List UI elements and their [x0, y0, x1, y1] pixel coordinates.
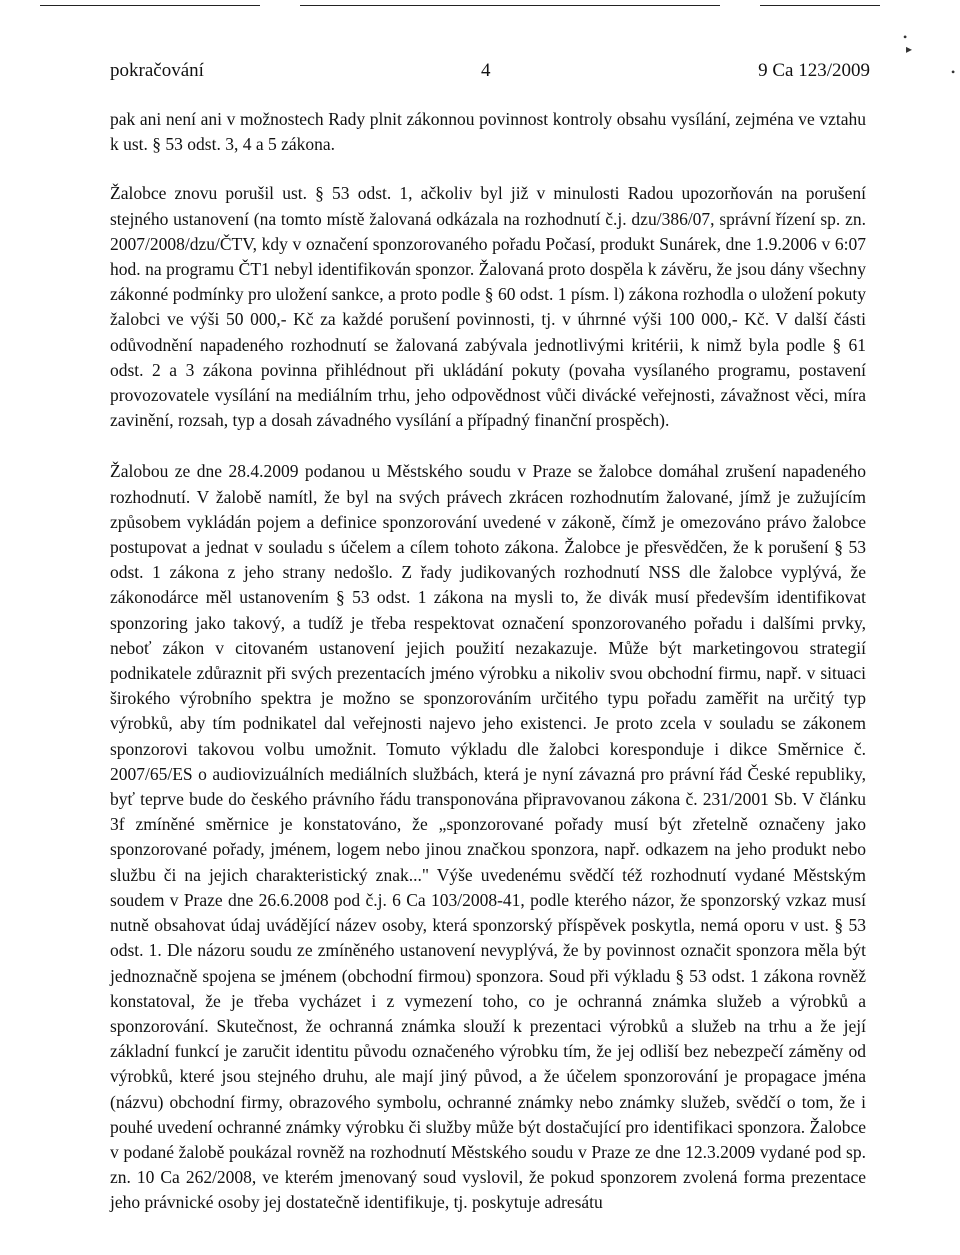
- top-rule-left: [40, 5, 260, 6]
- paragraph-repeat-violation: Žalobce znovu porušil ust. § 53 odst. 1, ačkoliv byl již v minulosti Radou upozorňován na porušení stejného ustanovení (na tomto místě žalovaná odkázala na rozhodnutí č.j. dzu/386/07, správní řízení sp. zn. 2007/2008/dzu/ČTV, kdy v označení sponzorovaného pořadu Počasí, produkt Sunárek, dne 1.9.2006 v 6:07 hod. na programu ČT1 nebyl identifikován sponzor. Žalovaná proto dospěla k závěru, že jsou dány všechny zákonné podmínky pro uložení sankce, a proto podle § 60 odst. 1 písm. l) zákona rozhodla o uložení pokuty žalobci ve výši 50 000,- Kč za každé porušení povinnosti, tj. v úhrnné výši 100 000,- Kč. V další části odůvodnění napadeného rozhodnutí se žalovaná zabývala jednotlivými kritérii, k nimž byla podle § 61 odst. 2 a 3 zákona povinna přihlédnout při ukládání pokuty (povaha vysílaného programu, postavení provozovatele vysílání na mediálním trhu, jeho odpovědnost vůči divácké veřejnosti, závažnost věci, míra zavinění, rozsah, typ a dosah závadného vysílání a případný finanční prospěch).: [110, 183, 866, 431]
- header-page-number: 4: [481, 60, 491, 81]
- header-continuation: pokračování: [110, 60, 204, 81]
- document-body: [110, 107, 866, 1216]
- scan-mark-2: ▸: [906, 42, 913, 56]
- scan-mark-3: •: [951, 65, 956, 79]
- top-rule-right: [760, 5, 880, 6]
- paragraph-lawsuit: Žalobou ze dne 28.4.2009 podanou u Městského soudu v Praze se žalobce domáhal zrušení napadeného rozhodnutí. V žalobě namítl, že byl na svých právech zkrácen rozhodnutím žalované, jímž je zužujícím způsobem vykládán pojem a definice sponzorování uvedené v zákoně, čímž je omezováno právo žalobce postupovat a jednat v souladu s účelem a cílem tohoto zákona. Žalobce je přesvědčen, že k porušení § 53 odst. 1 zákona z jeho strany nedošlo. Z řady judikovaných rozhodnutí NSS dle žalobce vyplývá, že zákonodárce měl ustanovením § 53 odst. 1 zákona na mysli to, že divák musí především identifikovat sponzoring jako takový, a tudíž je třeba respektovat označení sponzorovaného pořadu i dalšími prvky, neboť zákon v citovaném ustanovení jejich použití nezakazuje. Může být marketingovou strategií podnikatele zdůraznit při svých prezentacích jméno výrobku a nikoliv svou obchodní firmu, např. v situaci širokého výrobního spektra je možno se sponzorováním určitého typu pořadu zaměřit na určitý typ výrobků, aby tím podnikatel dal veřejnosti najevo jeho existenci. Je proto zcela v souladu se zákonem sponzorovi takovou volbu umožnit. Tomuto výkladu dle žalobci koresponduje i dikce Směrnice č. 2007/65/ES o audiovizuálních mediálních službách, která je nyní závazná pro právní řád České republiky, byť teprve bude do českého právního řádu transponována připravovanou zákona č. 231/2001 Sb. V článku 3f zmíněné směrnice je konstatováno, že „sponzorované pořady musí být zřetelně označeny jako sponzorované pořady, jménem, logem nebo jinou značkou sponzora, např. odkazem na jeho produkt nebo službu či na jejich charakteristický znak..." Výše uvedenému svědčí též rozhodnutí vydané Městským soudem v Praze dne 26.6.2008 pod č.j. 6 Ca 103/2008-41, podle kterého názor, že sponzorský vzkaz musí nutně obsahovat údaj uvádějící název osoby, která sponzorský příspěvek poskytla, nemá oporu v ust. § 53 odst. 1. Dle názoru soudu ze zmíněného ustanovení nevyplývá, že by povinnost označit sponzora měla být jednoznačně spojena se jménem (obchodní firmou) sponzora. Soud při výkladu § 53 odst. 1 zákona rovněž konstatoval, že je třeba vycházet i z vymezení toho, co je ochranná známka služeb a výrobků a sponzorování. Skutečnost, že ochranná známka slouží k prezentaci výrobků a služeb na trhu a že její základní funkcí je zaručit identitu původu označeného výrobku tím, že jej odliší bez nebezpečí záměny od výrobků, které jsou stejného druhu, ale mají jiný původ, a že účelem sponzorování je propagace jména (názvu) obchodní firmy, obrazového symbolu, ochranné známky nebo známky služeb, svědčí o tom, že i pouhé uvedení ochranné známky výrobku či služby může být dostačující pro identifikaci sponzora. Žalobce v podané žalobě poukázal rovněž na rozhodnutí Městského soudu v Praze ze dne 12.3.2009 vydané pod sp. zn. 10 Ca 262/2008, ve kterém jmenovaný soud vyslovil, že pokud sponzorem zvolená forma prezentace jeho právnické osoby jej dostatečně identifikuje, tj. poskytuje adresátu: [110, 461, 866, 1213]
- top-rule-middle: [300, 5, 720, 6]
- page-header: [110, 60, 870, 88]
- paragraph-continuation: pak ani není ani v možnostech Rady plnit zákonnou povinnost kontroly obsahu vysílání, zejména ve vztahu k ust. § 53 odst. 3, 4 a 5 zákona.: [110, 109, 866, 155]
- scan-mark-1: •: [903, 30, 908, 44]
- header-case-number: 9 Ca 123/2009: [758, 60, 870, 81]
